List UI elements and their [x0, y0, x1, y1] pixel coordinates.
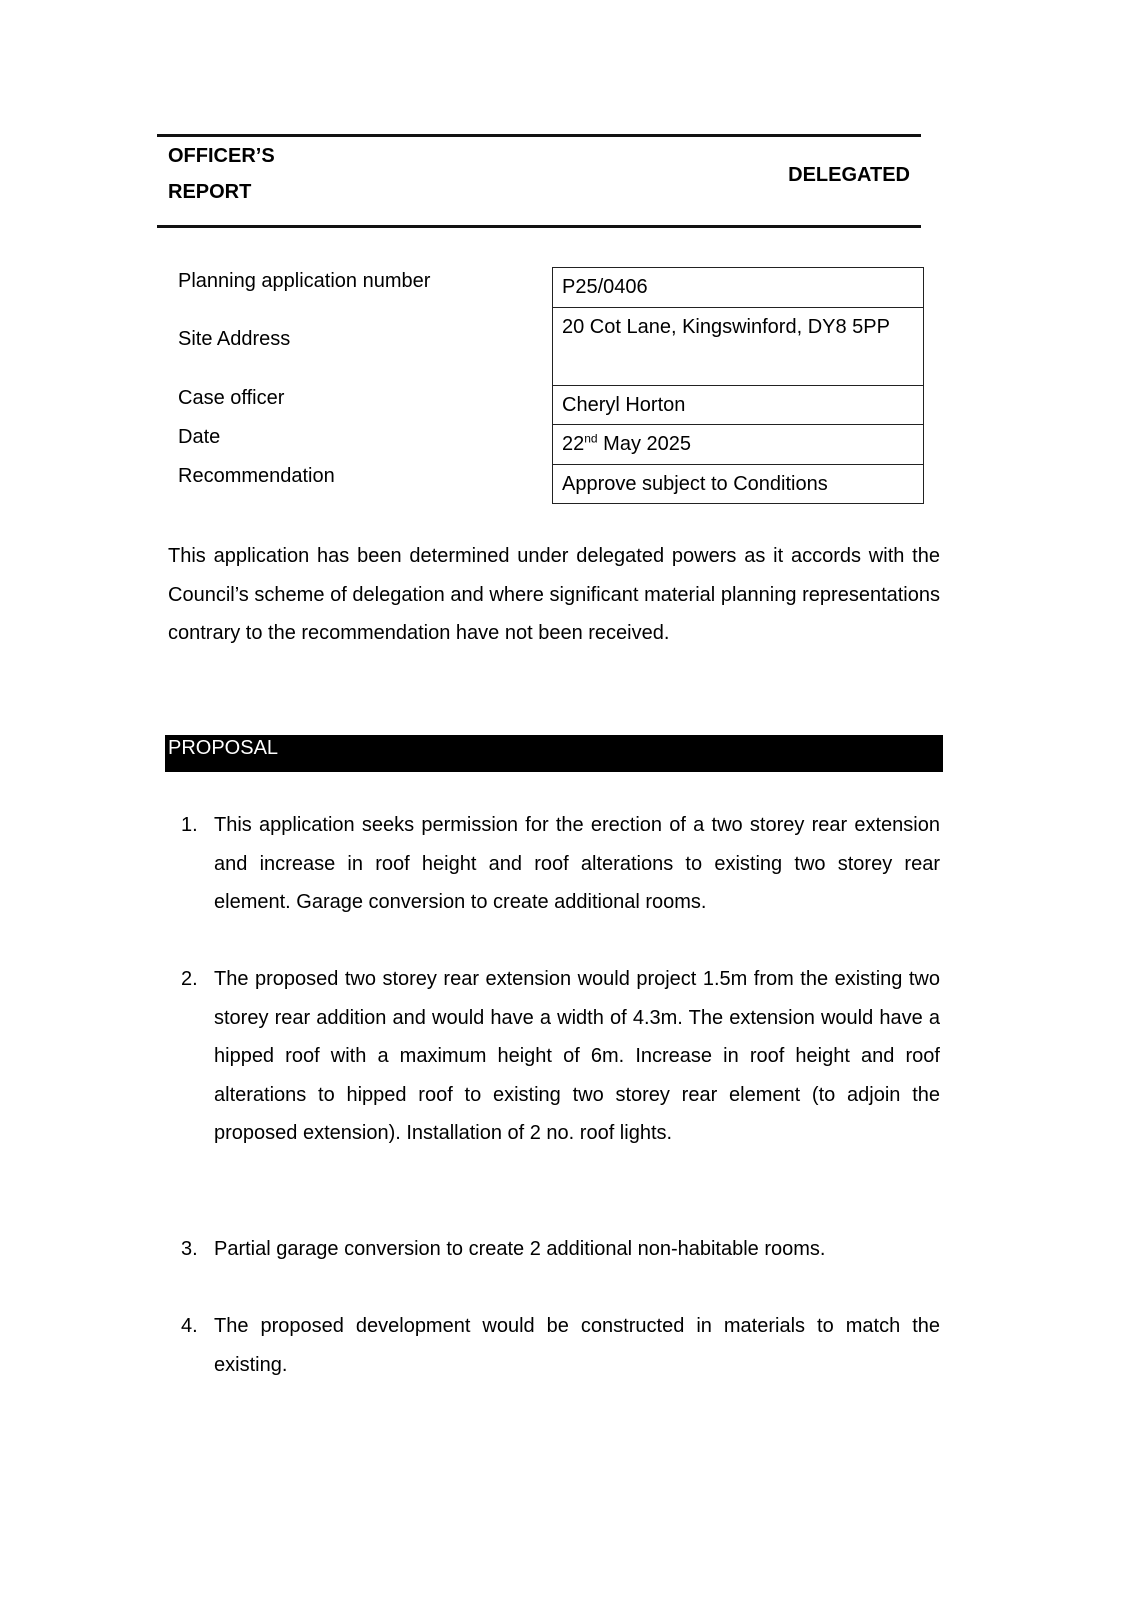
report-type: DELEGATED — [788, 164, 910, 186]
summary-table — [552, 267, 924, 504]
label-recommendation: Recommendation — [178, 465, 335, 487]
report-title — [168, 138, 275, 210]
value-case-officer: Cheryl Horton — [553, 385, 923, 424]
intro-paragraph: This application has been determined under delegated powers as it accords with the Council’s scheme of delegation and where significant material planning representations contrary to the recommendation have not been received. — [168, 545, 940, 644]
item-number: 4. — [181, 1315, 198, 1337]
item-text: The proposed development would be constructed in materials to match the existing. — [214, 1315, 940, 1376]
section-heading-proposal: PROPOSAL — [165, 735, 943, 772]
item-number: 1. — [181, 814, 198, 836]
title-line-1: OFFICER’S — [168, 145, 275, 167]
label-site-address: Site Address — [178, 328, 291, 350]
date-suffix: nd — [584, 431, 598, 446]
title-line-2: REPORT — [168, 181, 252, 203]
item-text: Partial garage conversion to create 2 additional non-habitable rooms. — [214, 1238, 826, 1260]
value-date — [553, 424, 923, 464]
bottom-rule — [157, 225, 921, 228]
value-recommendation: Approve subject to Conditions — [553, 464, 923, 503]
item-number: 2. — [181, 968, 198, 990]
item-text: The proposed two storey rear extension would project 1.5m from the existing two storey rear addition and would have a width of 4.3m. The extension would have a hipped roof with a maximum height of 6m. Increase in roof height and roof alterations to hipped roof to existing two storey rear element (to adjoin the proposed extension). Installation of 2 no. roof lights. — [214, 968, 940, 1144]
value-site-address: 20 Cot Lane, Kingswinford, DY8 5PP — [553, 307, 923, 385]
item-number: 3. — [181, 1238, 198, 1260]
label-application-number: Planning application number — [178, 270, 431, 292]
date-rest: May 2025 — [597, 433, 691, 455]
date-day: 22 — [562, 433, 585, 455]
item-text: This application seeks permission for the erection of a two storey rear extension and increase in roof height and roof alterations to existing two storey rear element. Garage conversion to create additional rooms. — [214, 814, 940, 913]
label-date: Date — [178, 426, 221, 448]
value-application-number: P25/0406 — [562, 276, 648, 298]
top-rule — [157, 134, 921, 137]
label-case-officer: Case officer — [178, 387, 285, 409]
